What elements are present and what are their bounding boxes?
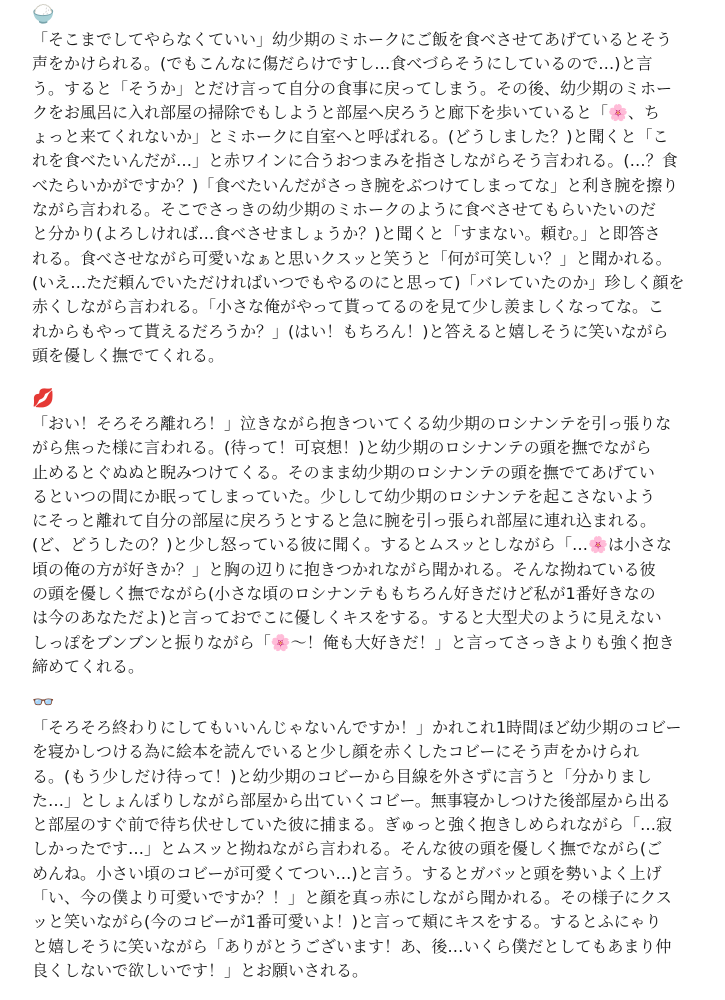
paragraph-line: の頭を優しく撫でながら(小さな頃のロシナンテももちろん好きだけど私が1番好きなの (32, 584, 656, 604)
paragraph-line: た…」としょんぼりしながら部屋から出ていくコビー。無事寝かしつけた後部屋から出る (32, 790, 671, 810)
paragraph-line: は今のあなただよ)と言っておでこに優しくキスをする。すると大型犬のように見えない (32, 608, 662, 628)
rice-bowl-icon: 🍚 (32, 4, 55, 25)
paragraph-line: う。すると「そうか」とだけ言って自分の食事に戻ってしまう。その後、幼少期のミホー (32, 78, 673, 98)
story-section-mihawk (32, 2, 717, 368)
paragraph-line: (ど、どうしたの？)と少し怒っている彼に聞く。するとムスッとしながら「…🌸は小さな (32, 535, 672, 555)
story-section-rosinante (32, 386, 717, 679)
paragraph-line: 声をかけられる。(でもこんなに傷だらけですし…食べづらそうにしているので…)と言 (32, 54, 653, 74)
paragraph-line: にそっと離れて自分の部屋に戻ろうとすると急に腕を引っ張られ部屋に連れ込まれる。 (32, 511, 657, 531)
glasses-icon: 👓 (32, 692, 55, 713)
paragraph-line: (いえ…ただ頼んでいただければいつでもやるのにと思って)「バレていたのか」珍しく顔を (32, 272, 685, 292)
kiss-mark-icon: 💋 (32, 388, 55, 409)
paragraph-line: 締めてくれる。 (32, 656, 145, 676)
paragraph-line: 「そこまでしてやらなくていい」幼少期のミホークにご飯を食べさせてあげているとそう (32, 30, 673, 49)
paragraph-line: と部屋のすぐ前で待ち伏せしていた彼に捕まる。ぎゅっと強く抱きしめられながら「…寂 (32, 815, 673, 835)
paragraph-line: がら焦った様に言われる。(待って！可哀想！)と幼少期のロシナンテの頭を撫でながら (32, 438, 652, 458)
paragraph-line: と嬉しそうに笑いながら「ありがとうございます！あ、後…いくら僕だとしてもあまり仲 (32, 936, 672, 956)
paragraph-line: しっぽをブンブンと振りながら「🌸〜！俺も大好きだ！」と言ってさっきよりも強く抱き (32, 632, 675, 652)
paragraph-line: 赤くしながら言われる。「小さな俺がやって貰ってるのを見て少し羨ましくなってな。こ (32, 297, 665, 317)
paragraph-line: クをお風呂に入れ部屋の掃除でもしようと部屋へ戻ろうと廊下を歩いていると「🌸、ち (32, 102, 660, 122)
paragraph-line: 頃の俺の方が好きか？」と胸の辺りに抱きつかれながら聞かれる。そんな拗ねている彼 (32, 559, 656, 579)
paragraph-line: 「そろそろ終わりにしてもいいんじゃないんですか！」かれこれ1時間ほど幼少期のコビー (32, 718, 682, 737)
paragraph-line: 良くしないで欲しいです！」とお願いされる。 (32, 960, 369, 980)
paragraph-line: ながら言われる。そこでさっきの幼少期のミホークのように食べさせてもらいたいのだ (32, 200, 657, 220)
paragraph-line: 「い、今の僕より可愛いですか？！」と顔を真っ赤にしながら聞かれる。その様子にクス (32, 888, 672, 908)
paragraph-line: れからもやって貰えるだろうか？」(はい！もちろん！)と答えると嬉しそうに笑いながら (32, 321, 669, 341)
paragraph-line: ッと笑いながら(今のコビーが1番可愛いよ！)と言って頬にキスをする。するとふにゃり (32, 912, 662, 932)
paragraph-line: 頭を優しく撫でてくれる。 (32, 345, 225, 365)
paragraph-line: るといつの間にか眠ってしまっていた。少しして幼少期のロシナンテを起こさないよう (32, 486, 656, 506)
paragraph-line: ょっと来てくれないか」とミホークに自室へと呼ばれる。(どうしました？)と聞くと「こ (32, 127, 669, 147)
story-section-coby (32, 690, 717, 983)
paragraph-line: を寝かしつける為に絵本を読んでいると少し顔を赤くしたコビーにそう声をかけられ (32, 742, 640, 762)
paragraph-line: めんね。小さい頃のコビーが可愛くてつい…)と言う。するとガバッと頭を勢いよく上げ (32, 863, 662, 883)
paragraph-line: れを食べたいんだが…」と赤ワインに合うおつまみを指さしながらそう言われる。(…？食 (32, 151, 678, 171)
paragraph-line: る。(もう少しだけ待って！)と幼少期のコビーから目線を外さずに言うと「分かりまし (32, 766, 652, 786)
paragraph-line: しかったです…」とムスッと拗ねながら言われる。そんな彼の頭を優しく撫でながら(ご (32, 839, 663, 859)
paragraph-line: 「おい！そろそろ離れろ！」泣きながら抱きついてくる幼少期のロシナンテを引っ張りな (32, 414, 672, 433)
paragraph-line: れる。食べさせながら可愛いなぁと思いクスッと笑うと「何が可笑しい？」と聞かれる。 (32, 248, 672, 268)
paragraph-line: 止めるとぐぬぬと睨みつけてくる。そのまま幼少期のロシナンテの頭を撫でてあげてい (32, 462, 655, 482)
paragraph-line: べたらいかがですか？)「食べたいんだがさっき腕をぶつけてしまってな」と利き腕を擦り (32, 175, 679, 195)
paragraph-line: と分かり(よろしければ…食べさせましょうか？)と聞くと「すまない。頼む。」と即答さ (32, 224, 661, 244)
